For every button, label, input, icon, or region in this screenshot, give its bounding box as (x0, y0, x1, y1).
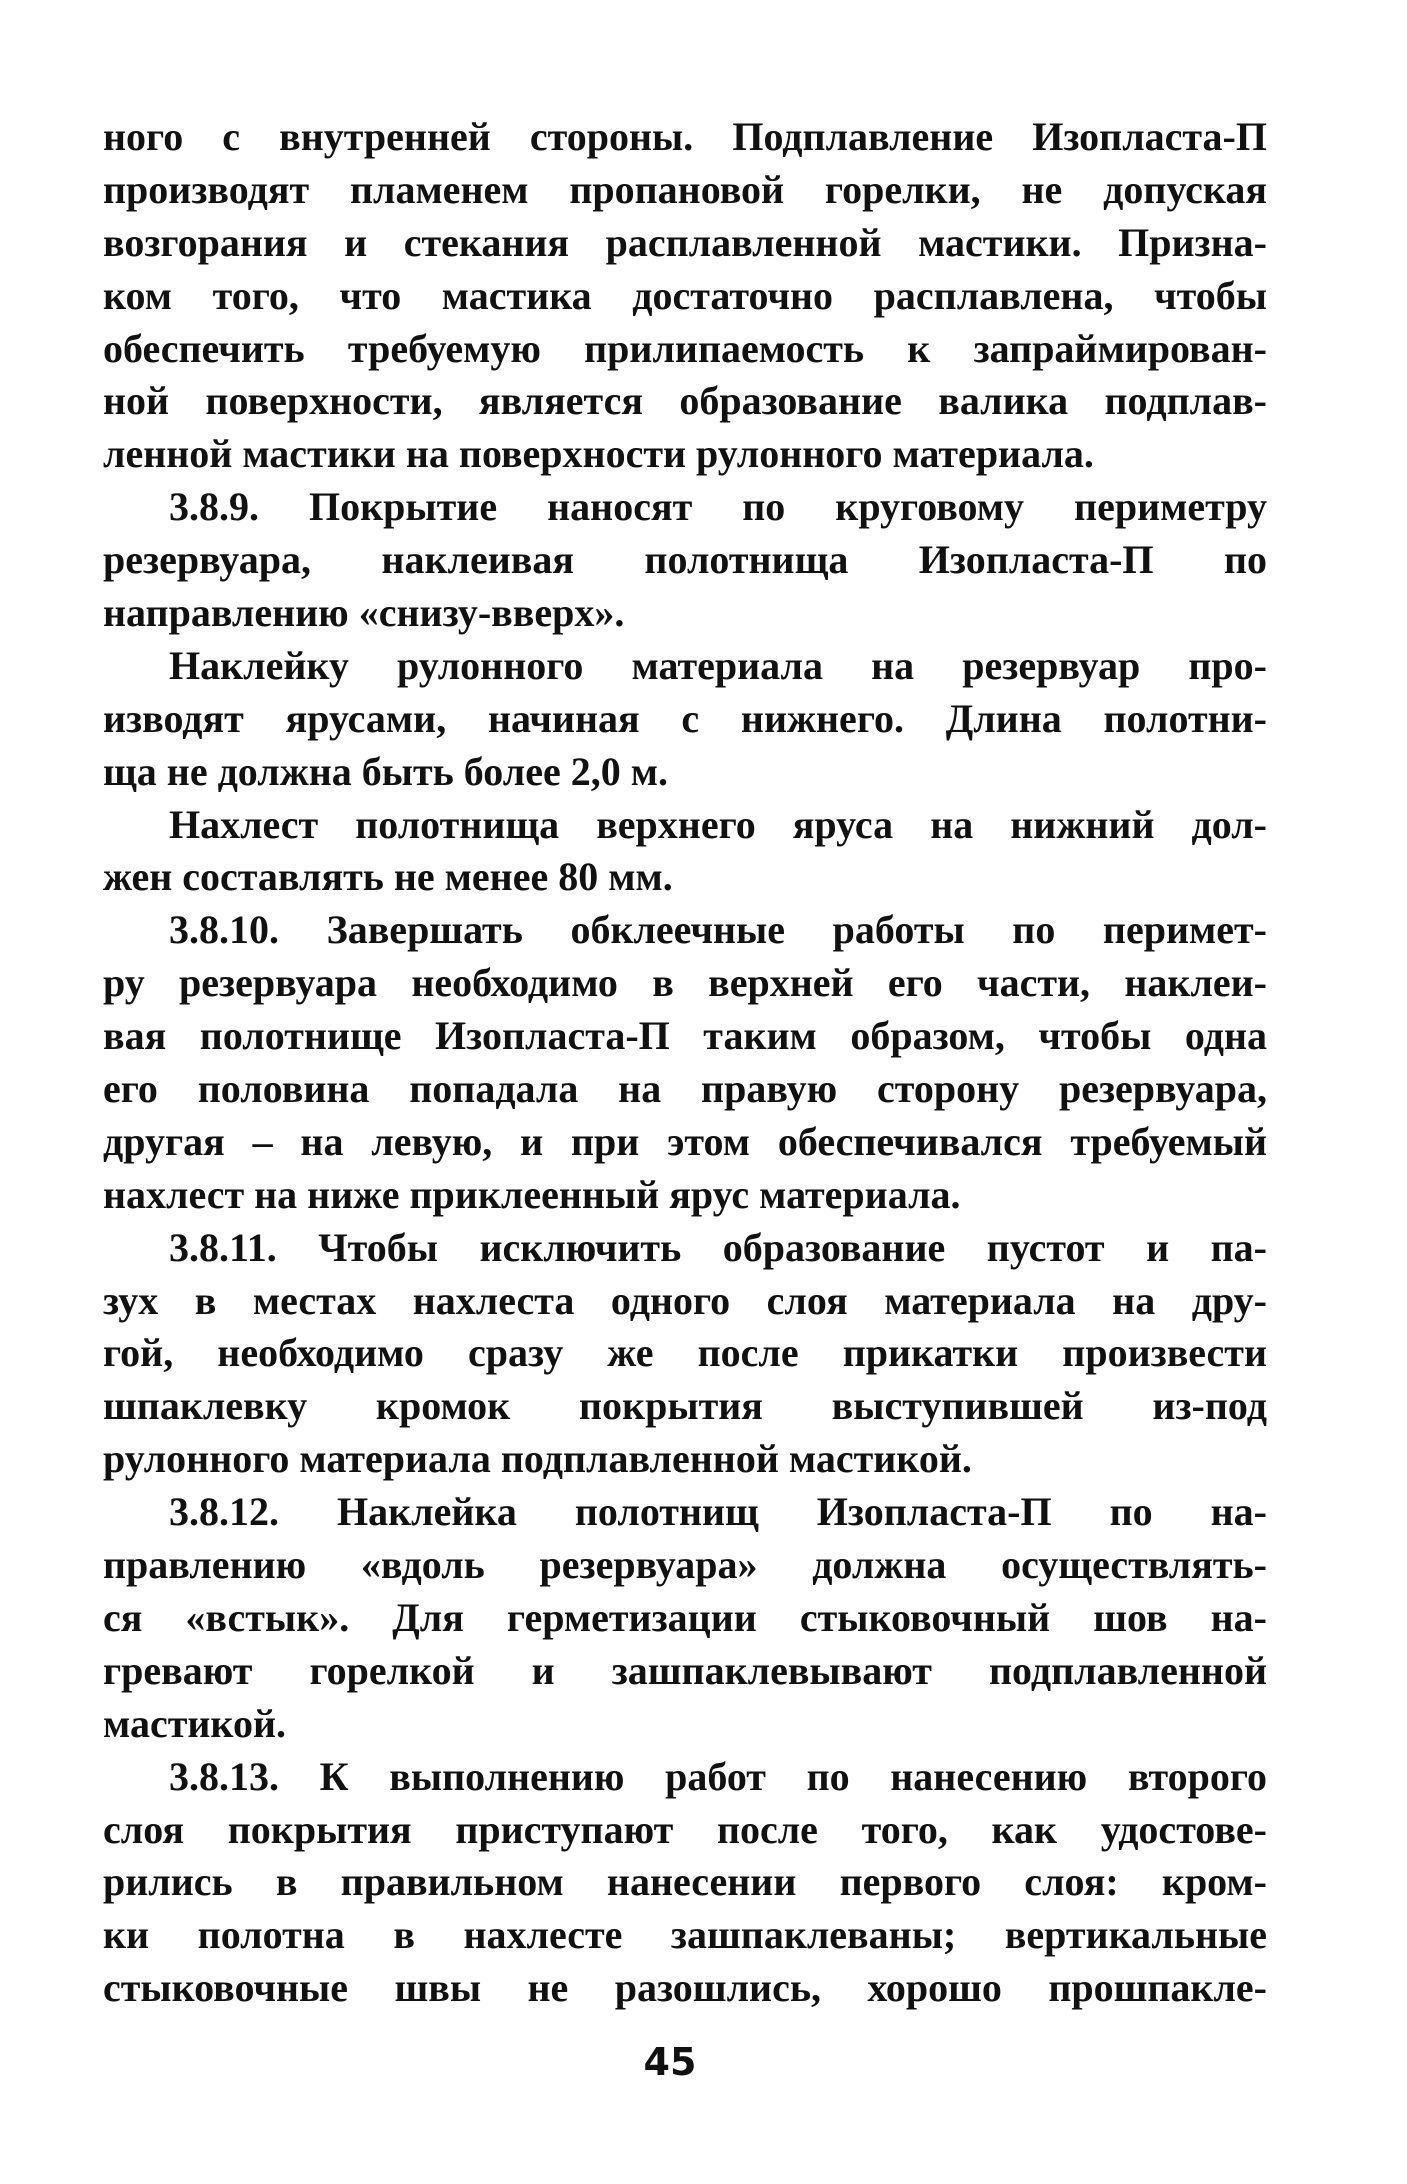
body-text (103, 111, 1267, 2015)
text-line: зух в местах нахлеста одного слоя материала на дру- (103, 1277, 1267, 1323)
text-line: резервуара, наклеивая полотнища Изопласта-П по (103, 537, 1267, 583)
page-number: 45 (643, 2040, 697, 2084)
text-line: производят пламенем пропановой горелки, не допуская (103, 166, 1267, 212)
text-line: ленной мастики на поверхности рулонного материала. (103, 431, 1094, 477)
text-line: гревают горелкой и зашпаклевывают подплавленной (103, 1647, 1267, 1693)
text-line: 3.8.13. К выполнению работ по нанесению второго (169, 1753, 1267, 1799)
text-line: гой, необходимо сразу же после прикатки произвести (103, 1330, 1267, 1376)
text-line: Наклейку рулонного материала на резервуар про- (169, 642, 1267, 688)
text-line: ки полотна в нахлесте зашпаклеваны; вертикальные (103, 1912, 1267, 1958)
text-line: Нахлест полотнища верхнего яруса на нижний дол- (169, 801, 1267, 847)
text-line: ного с внутренней стороны. Подплавление Изопласта-П (103, 114, 1267, 159)
text-line: рулонного материала подплавленной мастикой. (103, 1436, 972, 1482)
text-line: 3.8.11. Чтобы исключить образование пустот и па- (169, 1224, 1267, 1270)
text-line: ру резервуара необходимо в верхней его части, наклеи- (103, 960, 1267, 1006)
text-line: 3.8.10. Завершать обклеечные работы по перимет- (169, 907, 1267, 953)
text-line: нахлест на ниже приклеенный ярус материала. (103, 1171, 961, 1217)
text-line: направлению «снизу-вверх». (103, 590, 625, 636)
text-line: мастикой. (103, 1700, 286, 1746)
text-line: стыковочные швы не разошлись, хорошо прошпакле- (103, 1965, 1267, 2011)
text-line: его половина попадала на правую сторону резервуара, (103, 1066, 1267, 1112)
text-line: ком того, что мастика достаточно расплавлена, чтобы (103, 272, 1267, 318)
text-line: жен составлять не менее 80 мм. (103, 854, 673, 900)
text-line: изводят ярусами, начиная с нижнего. Длина полотни- (103, 695, 1267, 741)
text-line: возгорания и стекания расплавленной мастики. Призна- (103, 219, 1267, 265)
text-line: рились в правильном нанесении первого слоя: кром- (103, 1859, 1267, 1905)
text-line: обеспечить требуемую прилипаемость к запраймирован- (103, 325, 1267, 371)
text-line: 3.8.12. Наклейка полотнищ Изопласта-П по на- (169, 1489, 1267, 1535)
text-line: другая – на левую, и при этом обеспечивался требуемый (103, 1118, 1267, 1164)
text-line: ной поверхности, является образование валика подплав- (103, 378, 1267, 424)
text-line: слоя покрытия приступают после того, как удостове- (103, 1806, 1267, 1852)
text-line: вая полотнище Изопласта-П таким образом, чтобы одна (103, 1013, 1267, 1059)
text-line: ща не должна быть более 2,0 м. (103, 748, 668, 794)
text-line: шпаклевку кромок покрытия выступившей из-под (103, 1383, 1267, 1429)
text-line: 3.8.9. Покрытие наносят по круговому периметру (169, 484, 1267, 530)
text-line: правлению «вдоль резервуара» должна осуществлять- (103, 1542, 1267, 1588)
text-line: ся «встык». Для герметизации стыковочный шов на- (103, 1594, 1267, 1640)
